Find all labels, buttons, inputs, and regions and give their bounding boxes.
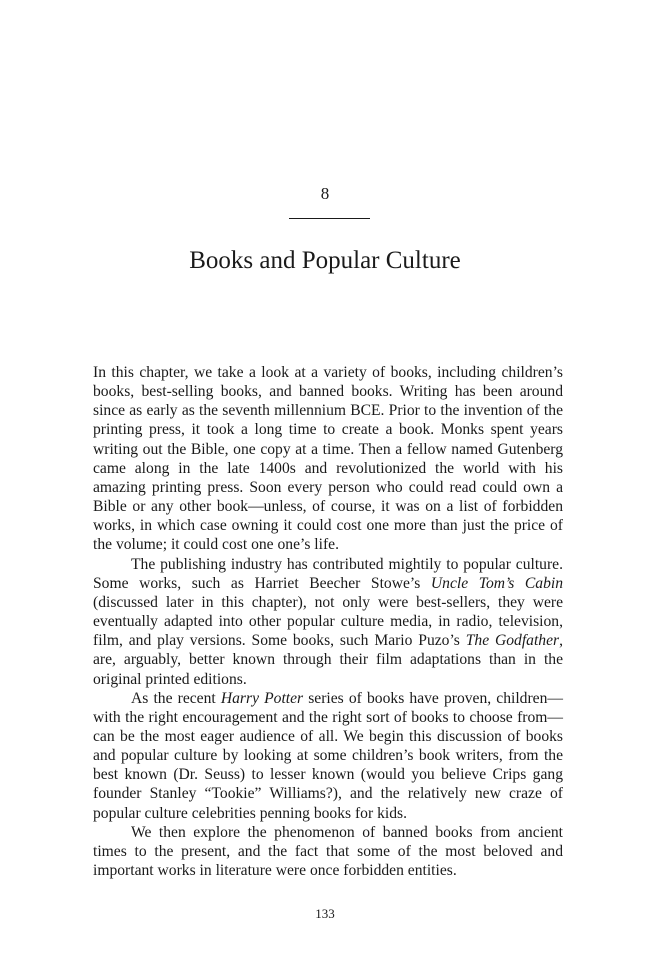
paragraph-text-segment: series of books have proven, children—with the right encouragement and the right sort of books to choose from—can be the most eager audience of all. We begin this discussion of books and popular culture by looking at some children’s book writers, from the best known (Dr. Seuss) to lesser known (would you believe Crips gang founder Stanley “Tookie” Williams?), and the relatively new craze of popular culture celebrities penning books for kids. bbox=[93, 689, 563, 822]
paragraph-children bbox=[93, 689, 563, 823]
paragraph-text-segment: , are, arguably, better known through their film adaptations than in the original printed editions. bbox=[93, 632, 563, 688]
paragraph-publishing bbox=[93, 555, 563, 689]
book-title-uncle-toms-cabin: Uncle Tom’s Cabin bbox=[430, 574, 564, 592]
chapter-body bbox=[93, 363, 563, 880]
page-number: 133 bbox=[315, 906, 335, 921]
chapter-divider-rule bbox=[289, 218, 370, 219]
book-title-harry-potter: Harry Potter bbox=[220, 689, 304, 707]
book-title-the-godfather: The Godfather bbox=[465, 632, 560, 650]
chapter-title: Books and Popular Culture bbox=[189, 247, 461, 274]
paragraph-text-segment: The publishing industry has contributed mightily to popular culture. Some works, such as Harriet Beecher Stowe’s bbox=[93, 555, 563, 592]
paragraph-intro: In this chapter, we take a look at a variety of books, including children’s books, best-selling books, and banned books. Writing has been around since as early as the seventh millennium BCE. Prior to the invention of the printing press, it took a long time to create a book. Monks spent years writing out the Bible, one copy at a time. Then a fellow named Gutenberg came along in the late 1400s and revolutionized the world with his amazing printing press. Soon every person who could read could own a Bible or any other book—unless, of course, it was on a list of forbidden works, in which case owning it could cost one more than just the price of the volume; it could cost one one’s life. bbox=[93, 364, 563, 554]
paragraph-text-segment: As the recent bbox=[131, 689, 221, 707]
paragraph-text-segment: (discussed later in this chapter), not only were best-sellers, they were eventually adapted into other popular culture media, in radio, television, film, and play versions. Some books, such Mario Puzo’s bbox=[93, 593, 563, 650]
paragraph-banned-books: We then explore the phenomenon of banned books from ancient times to the present, and the fact that some of the most beloved and important works in literature were once forbidden entities. bbox=[93, 823, 563, 880]
chapter-number: 8 bbox=[320, 184, 330, 203]
